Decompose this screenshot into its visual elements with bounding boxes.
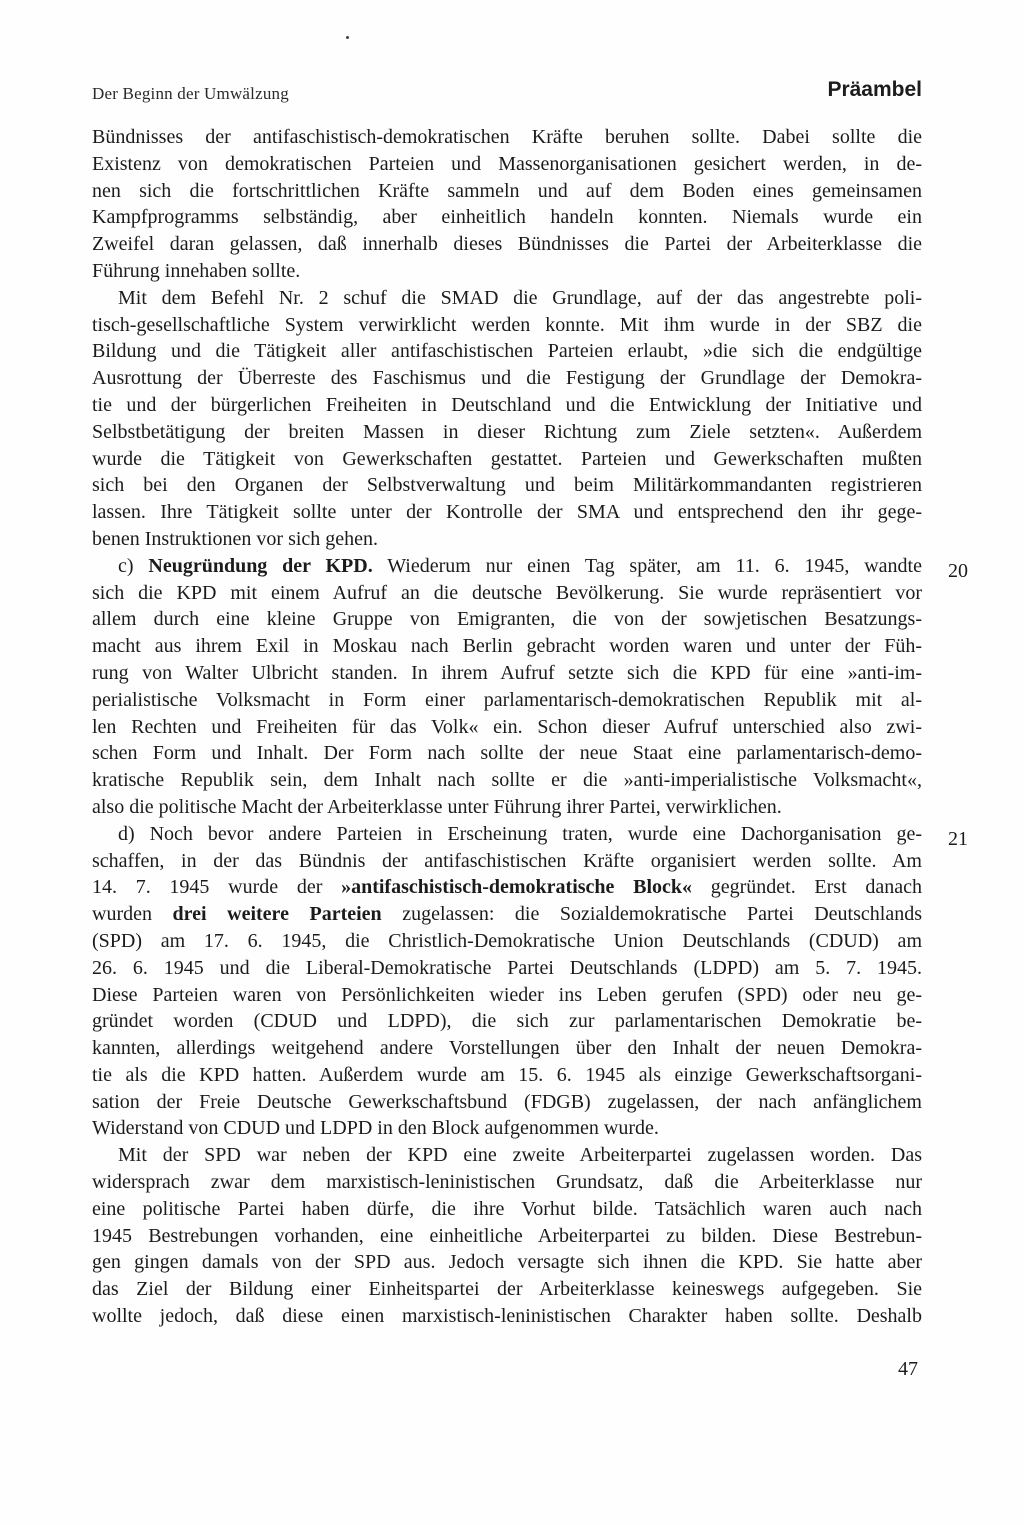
scan-dot xyxy=(346,36,349,39)
paragraph xyxy=(92,1142,922,1330)
page-number: 47 xyxy=(898,1358,918,1380)
text-line: nen sich die fortschrittlichen Kräfte sammeln und auf dem Boden eines gemeinsamen xyxy=(92,179,922,202)
text-line: 26. 6. 1945 und die Liberal-Demokratische Partei Deutschlands (LDPD) am 5. 7. 1945. xyxy=(92,956,922,979)
text-line: also die politische Macht der Arbeiterklasse unter Führung ihrer Partei, verwirklichen. xyxy=(92,795,782,818)
text-line: gründet worden (CDUD und LDPD), die sich zur parlamentarischen Demokratie be- xyxy=(92,1010,922,1033)
text-line: schen Form und Inhalt. Der Form nach sollte der neue Staat eine parlamentarisch-demo- xyxy=(92,742,922,765)
text-line: das Ziel der Bildung einer Einheitspartei der Arbeiterklasse keineswegs aufgegeben. Sie xyxy=(92,1278,922,1301)
text-line: kannten, allerdings weitgehend andere Vorstellungen über den Inhalt der neuen Demokra- xyxy=(92,1037,922,1060)
section-prefix: c) xyxy=(118,554,149,577)
text-line: Mit dem Befehl Nr. 2 schuf die SMAD die Grundlage, auf der das angestrebte poli- xyxy=(118,286,922,309)
text-line: Selbstbetätigung der breiten Massen in dieser Richtung zum Ziele setzten«. Außerdem xyxy=(92,420,922,443)
text-line: Bündnisses der antifaschistisch-demokratischen Kräfte beruhen sollte. Dabei sollte die xyxy=(92,126,922,148)
emphasis: »antifaschistisch-demokratische Block« xyxy=(341,876,693,899)
text-line: eine politische Partei haben dürfe, die ihre Vorhut bilde. Tatsächlich waren auch nach xyxy=(92,1197,922,1220)
text-line: wurde die Tätigkeit von Gewerkschaften gestattet. Parteien und Gewerkschaften mußten xyxy=(92,447,922,470)
text-line: rung von Walter Ulbricht standen. In ihrem Aufruf setzte sich die KPD für eine »anti-im- xyxy=(92,661,922,684)
text-line: Mit der SPD war neben der KPD eine zweite Arbeiterpartei zugelassen worden. Das xyxy=(118,1144,922,1167)
text-line: tisch-gesellschaftliche System verwirklicht werden konnte. Mit ihm wurde in der SBZ die xyxy=(92,313,922,336)
text-line: Bildung und die Tätigkeit aller antifaschistischen Parteien erlaubt, »die sich die endgültige xyxy=(92,340,922,363)
running-header xyxy=(92,78,922,108)
text-line: sich die KPD mit einem Aufruf an die deutsche Bevölkerung. Sie wurde repräsentiert vor xyxy=(92,581,922,604)
text-line: macht aus ihrem Exil in Moskau nach Berlin gebracht worden waren und unter der Füh- xyxy=(92,635,922,658)
text-line xyxy=(92,874,922,901)
text-line xyxy=(92,901,922,928)
paragraph xyxy=(92,124,922,285)
text-line: sation der Freie Deutsche Gewerkschaftsbund (FDGB) zugelassen, der nach anfänglichem xyxy=(92,1090,922,1113)
text-line: wollte jedoch, daß diese einen marxistisch-leninistischen Charakter haben sollte. Deshalb xyxy=(92,1305,922,1328)
text-line: 1945 Bestrebungen vorhanden, eine einheitliche Arbeiterpartei zu bilden. Diese Bestrebun- xyxy=(92,1224,922,1247)
text-line: lassen. Ihre Tätigkeit sollte unter der Kontrolle der SMA und entsprechend den ihr gege- xyxy=(92,501,922,524)
text-line: (SPD) am 17. 6. 1945, die Christlich-Demokratische Union Deutschlands (CDUD) am xyxy=(92,929,922,952)
text-line: Zweifel daran gelassen, daß innerhalb dieses Bündnisses die Partei der Arbeiterklasse die xyxy=(92,233,922,256)
text-line: Widerstand von CDUD und LDPD in den Block aufgenommen wurde. xyxy=(92,1117,659,1140)
text-fragment: Wiederum nur einen Tag später, am 11. 6. 1945, wandte xyxy=(372,554,922,577)
chapter-title: Der Beginn der Umwälzung xyxy=(92,84,289,103)
text-fragment: wurden xyxy=(92,903,173,926)
paragraph xyxy=(92,285,922,553)
text-line: Kampfprogramms selbständig, aber einheitlich handeln konnten. Niemals wurde ein xyxy=(92,206,922,229)
section-d xyxy=(92,821,922,1143)
text-line: tie und der bürgerlichen Freiheiten in Deutschland und die Entwicklung der Initiative und xyxy=(92,393,922,416)
text-line: Führung innehaben sollte. xyxy=(92,259,301,282)
section-title: Präambel xyxy=(827,78,922,101)
margin-number: 21 xyxy=(948,828,968,850)
text-line: Ausrottung der Überreste des Faschismus und die Festigung der Grundlage der Demokra- xyxy=(92,367,922,390)
margin-number: 20 xyxy=(948,560,968,582)
text-line: len Rechten und Freiheiten für das Volk« ein. Schon dieser Aufruf unterschied also zwi- xyxy=(92,715,922,738)
emphasis: drei weitere Parteien xyxy=(172,903,382,926)
text-fragment: 14. 7. 1945 wurde der xyxy=(92,876,342,899)
text-line: gen gingen damals von der SPD aus. Jedoch versagte sich ihnen die KPD. Sie hatte aber xyxy=(92,1251,922,1274)
text-line: kratische Republik sein, dem Inhalt nach sollte er die »anti-imperialistische Volksmacht«, xyxy=(92,769,922,792)
body-text xyxy=(92,124,922,1330)
text-line: Diese Parteien waren von Persönlichkeiten wieder ins Leben gerufen (SPD) oder neu ge- xyxy=(92,983,922,1006)
section-c xyxy=(92,553,922,821)
text-line: tie als die KPD hatten. Außerdem wurde am 15. 6. 1945 als einzige Gewerkschaftsorgani- xyxy=(92,1063,922,1086)
text-line: benen Instruktionen vor sich gehen. xyxy=(92,527,379,550)
text-line xyxy=(92,553,922,580)
text-line: allem durch eine kleine Gruppe von Emigranten, die von der sowjetischen Besatzungs- xyxy=(92,608,922,631)
text-line: sich bei den Organen der Selbstverwaltung und beim Militärkommandanten registrieren xyxy=(92,474,922,497)
text-line: d) Noch bevor andere Parteien in Erscheinung traten, wurde eine Dachorganisation ge- xyxy=(118,822,922,845)
text-line: Existenz von demokratischen Parteien und Massenorganisationen gesichert werden, in de- xyxy=(92,152,922,175)
text-line: widersprach zwar dem marxistisch-leninistischen Grundsatz, daß die Arbeiterklasse nur xyxy=(92,1171,922,1194)
section-heading: Neugründung der KPD. xyxy=(148,554,373,577)
text-line: perialistische Volksmacht in Form einer parlamentarisch-demokratischen Republik mit al- xyxy=(92,688,922,711)
text-fragment: gegründet. Erst danach xyxy=(692,876,922,899)
text-line: schaffen, in der das Bündnis der antifaschistischen Kräfte organisiert werden sollte. Am xyxy=(92,849,922,872)
text-fragment: zugelassen: die Sozialdemokratische Partei Deutschlands xyxy=(381,903,922,926)
